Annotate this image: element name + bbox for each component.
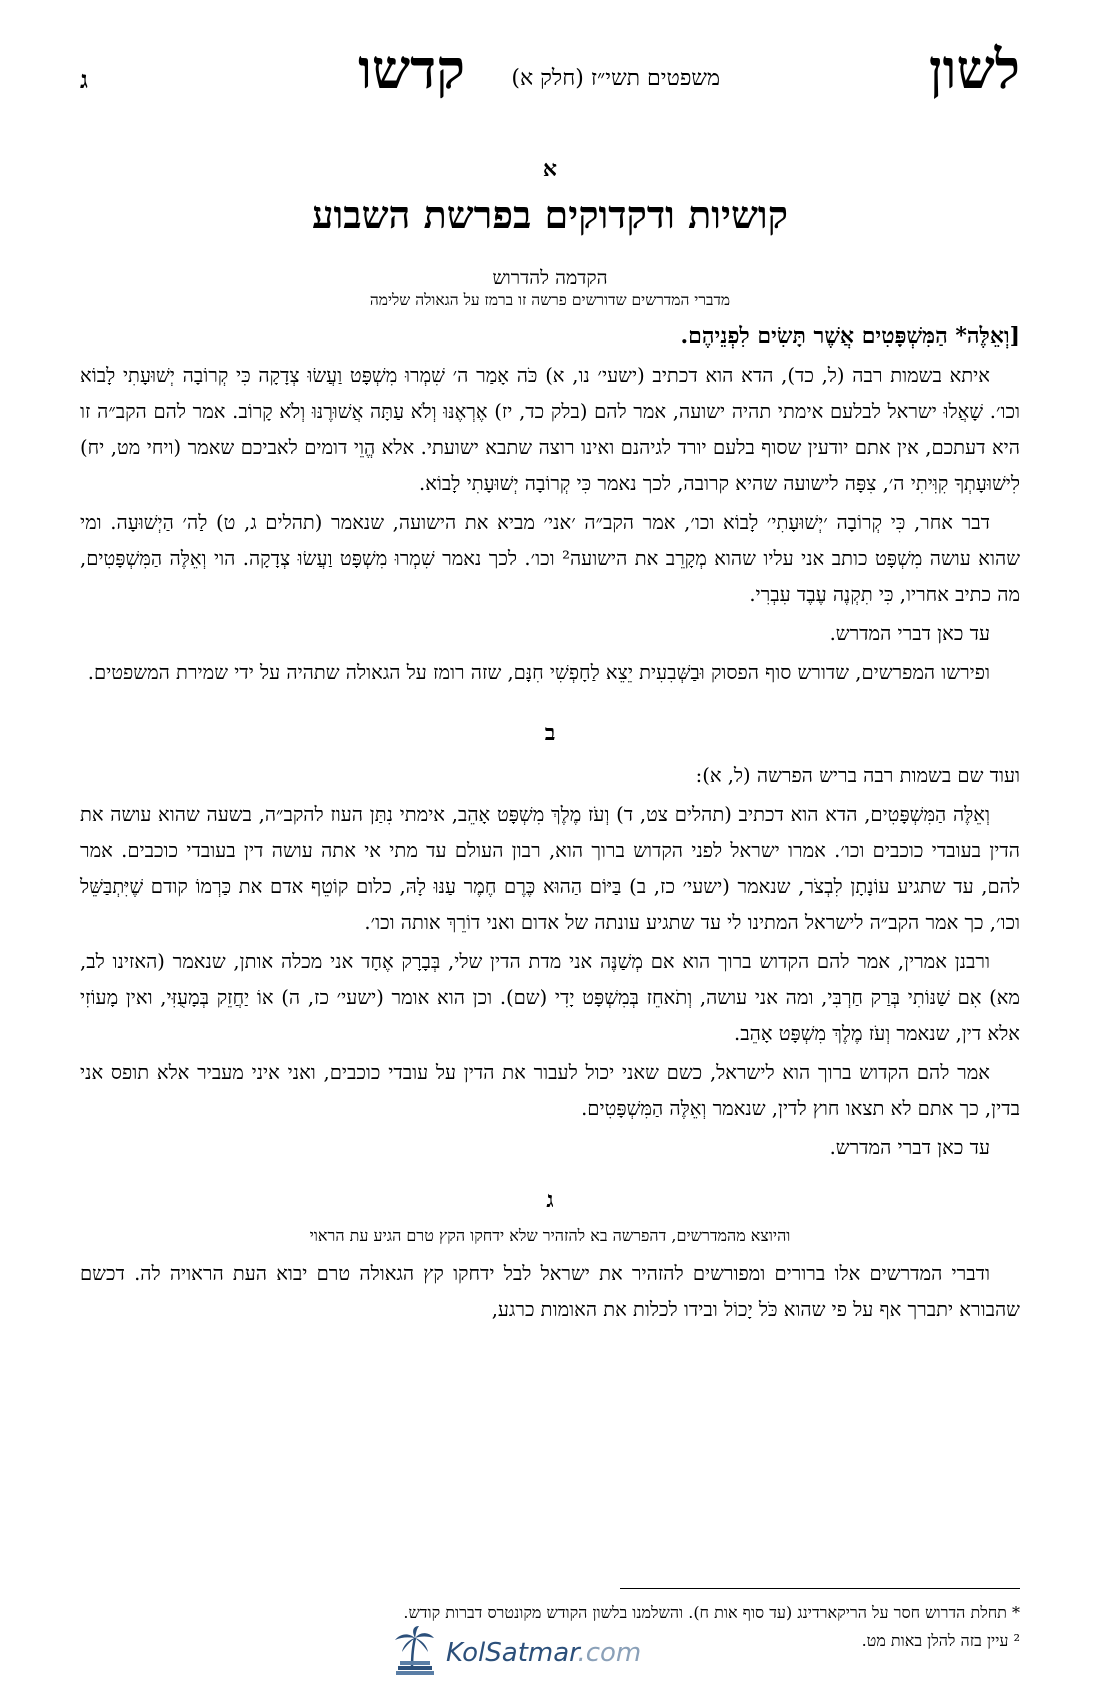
intro-title: הקדמה להדרוש xyxy=(492,266,608,289)
logo-text: KolSatmar.com xyxy=(446,1638,642,1668)
intro-subtitle: מדברי המדרשים שדורשים פרשה זו ברמז על הגאולה שלימה xyxy=(369,291,731,310)
footnote: * תחלת הדרוש חסר על הריקארדינג (עד סוף אות ח). והשלמנו בלשון הקודש מקונטרס דברות קודש. xyxy=(403,1603,1020,1622)
paragraph: עד כאן דברי המדרש. xyxy=(829,1136,990,1160)
main-content xyxy=(80,158,1020,1331)
section-b-intro: ועוד שם בשמות רבה בריש הפרשה (ל, א): xyxy=(695,764,1020,788)
opening-pasuk: [וְאֵלֶּה* הַמִּשְׁפָּטִים אֲשֶׁר תָּשִׂים לִפְנֵיהֶם. xyxy=(680,323,1020,350)
paragraph: עד כאן דברי המדרש. xyxy=(829,622,990,646)
page-number: ג xyxy=(80,65,88,94)
section-a-title: קושיות ודקדוקים בפרשת השבוע xyxy=(312,192,788,237)
paragraph: ודברי המדרשים אלו ברורים ומפורשים להזהיר את ישראל לבל ידחקו קץ הגאולה טרם יבוא העת הראויה לה. דכשם שהבורא יתברך אף על פי שהוא כֹּל יָכוֹל ובידו לכלות את האומות כרגע, xyxy=(80,1261,1020,1321)
section-a-letter: א xyxy=(542,156,558,182)
section-c-subtitle: והיוצא מהמדרשים, דהפרשה בא להזהיר שלא ידחקו הקץ טרם הגיע עת הראוי xyxy=(309,1226,791,1246)
paragraph: ורבנן אמרין, אמר להם הקדוש ברוך הוא אם מְשַׁנֶּה אני מדת הדין שלי, בְּבָרָק אֶחָד אני מכלה אותן, שנאמר (האזינו לב, מא) אִם שַׁנּוֹתִי בְּרַק חַרְבִּי, ומה אני עושה, וְתֹאחֵז בְּמִשְׁפָּט יָדִי (שם). וכן הוא אומר (ישעי׳ כז, ה) אוֹ יַחֲזֵק בְּמָעֻזִּי, ואין מָעוֹזִי אלא דין, שנאמר וְעֹז מֶלֶךְ מִשְׁפָּט אָהֵב. xyxy=(80,950,1020,1046)
section-b-letter: ב xyxy=(544,720,556,747)
running-header xyxy=(80,37,1020,112)
paragraph: איתא בשמות רבה (ל, כד), הדא הוא דכתיב (ישעי׳ נו, א) כֹּה אָמַר ה׳ שִׁמְרוּ מִשְׁפָּט וַעֲשׂוּ צְדָקָה כִּי קְרוֹבָה יְשׁוּעָתִי לָבוֹא וכו׳. שָׁאֲלוּ ישראל לבלעם אימתי תהיה ישועה, אמר להם (בלק כד, יז) אֶרְאֶנּוּ וְלֹא עַתָּה אֲשׁוּרֶנּוּ וְלֹא קָרוֹב. אמר להם הקב״ה זו היא דעתכם, אין אתם יודעין שסוף בלעם יורד לגיהנם ואינו רוצה שתבא ישועתי. אלא הֱוֵי דומים לאביכם שאמר (ויחי מט, יח) לִישׁוּעָתְךָ קִוִּיתִי ה׳, צִפָּה לישועה שהיא קרובה, לכך נאמר כִּי קְרוֹבָה יְשׁוּעָתִי לָבוֹא. xyxy=(80,364,1020,496)
header-parsha: משפטים תשי״ז (חלק א) xyxy=(511,66,720,91)
footnote: ² עיין בזה להלן באות מט. xyxy=(861,1631,1020,1650)
footnote-divider xyxy=(620,1588,1020,1589)
paragraph: דבר אחר, כִּי קְרוֹבָה ׳יְשׁוּעָתִי׳ לָבוֹא וכו׳, אמר הקב״ה ׳אני׳ מביא את הישועה, שנאמר (תהלים ג, ט) לַה׳ הַיְשׁוּעָה. ומי שהוא עושה מִשְׁפָּט כותב אני עליו שהוא מְקָרֵב את הישועה² וכו׳. לכך נאמר שִׁמְרוּ מִשְׁפָּט וַעֲשׂוּ צְדָקָה. הוי וְאֵלֶּה הַמִּשְׁפָּטִים, מה כתיב אחריו, כִּי תִקְנֶה עֶבֶד עִבְרִי. xyxy=(80,511,1020,607)
header-kodsho: קדשו xyxy=(358,37,465,101)
section-c-letter: ג xyxy=(546,1187,554,1214)
header-leshon: לשון xyxy=(928,37,1020,101)
paragraph: אמר להם הקדוש ברוך הוא לישראל, כשם שאני יכול לעבור את הדין על עובדי כוכבים, ואני איני מעביר אלא תופס אני בדין, כך אתם לא תצאו חוץ לדין, שנאמר וְאֵלֶּה הַמִּשְׁפָּטִים. xyxy=(80,1061,1020,1121)
palm-tree-books-icon xyxy=(388,1626,440,1680)
kolsatmar-logo[interactable] xyxy=(388,1628,641,1678)
paragraph: וְאֵלֶּה הַמִּשְׁפָּטִים, הדא הוא דכתיב (תהלים צט, ד) וְעֹז מֶלֶךְ מִשְׁפָּט אָהֵב, אימתי נִתַּן העוז להקב״ה, בשעה שהוא עושה את הדין בעובדי כוכבים וכו׳. אמרו ישראל לפני הקדוש ברוך הוא, רבון העולם עד מתי אי אתה עושה דין בעובדי כוכבים. אמר להם, עד שתגיע עוֹנָתָן לִבְצֹר, שנאמר (ישעי׳ כז, ב) בַּיּוֹם הַהוּא כֶּרֶם חֶמֶר עַנּוּ לָהּ, כלום קוֹטֵף אדם את כַּרְמוֹ קודם שֶׁיִּתְבַּשֵּׁל וכו׳, כך אמר הקב״ה לישראל המתינו לי עד שתגיע עונתה של אדום ואני דוֹרֵךְ אותה וכו׳. xyxy=(80,803,1020,935)
paragraph: ופירשו המפרשים, שדורש סוף הפסוק וּבַשְּׁבִעִית יֵצֵא לַחָפְשִׁי חִנָּם, שזה רומז על הגאולה שתהיה על ידי שמירת המשפטים. xyxy=(87,661,990,685)
